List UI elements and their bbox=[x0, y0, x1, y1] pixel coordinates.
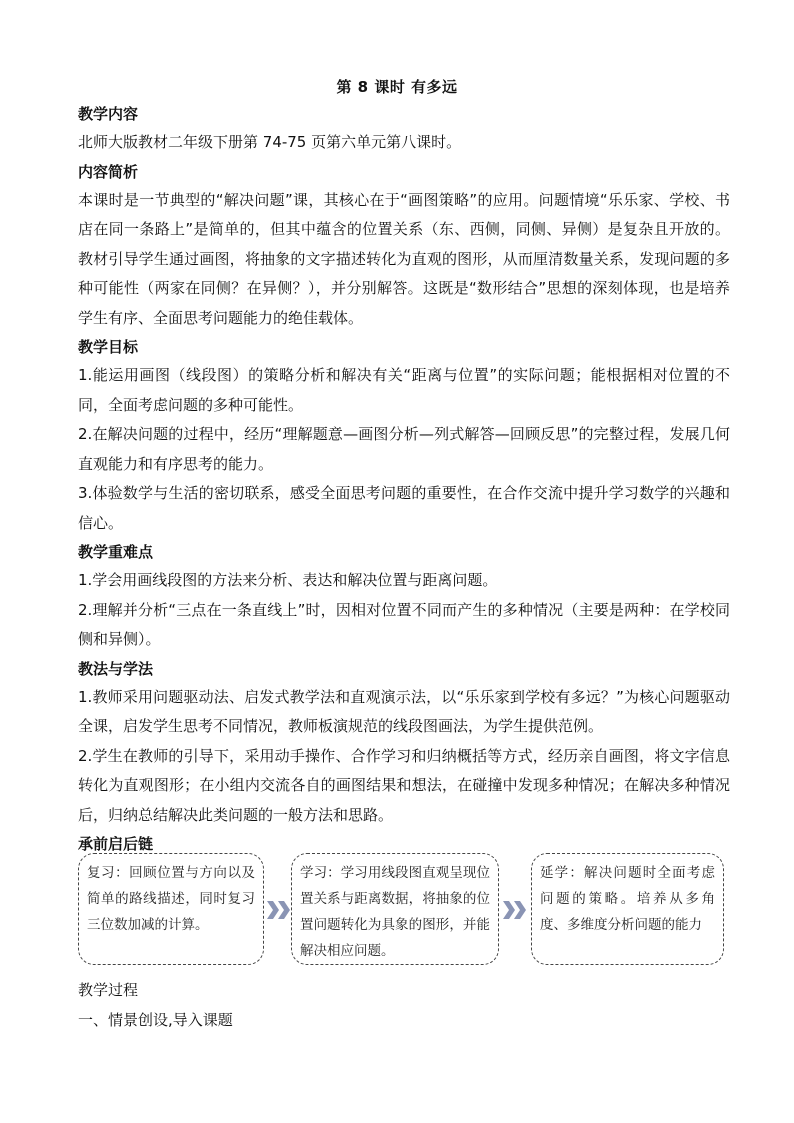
page-title: 第 8 课时 有多远 bbox=[336, 78, 458, 96]
goal-item-3: 3.体验数学与生活的密切联系，感受全面思考问题的重要性，在合作交流中提升学习数学的兴趣和信心。 bbox=[78, 484, 730, 532]
method-item-2: 2.学生在教师的引导下，采用动手操作、合作学习和归纳概括等方式，经历亲自画图，将文字信息转化为直观图形；在小组内交流各自的画图结果和想法，在碰撞中发现多种情况；在解决多种情况后，归纳总结解决此类问题的一般方法和思路。 bbox=[78, 746, 730, 824]
keypoint-item-1: 1.学会用画线段图的方法来分析、表达和解决位置与距离问题。 bbox=[78, 571, 498, 589]
double-chevron-right-icon bbox=[266, 899, 292, 921]
keypoint-item-2: 2.理解并分析“三点在一条直线上”时，因相对位置不同而产生的多种情况（主要是两种：在学校同侧和异侧）。 bbox=[78, 600, 730, 648]
section-heading-keypoints: 教学重难点 bbox=[78, 543, 154, 561]
section-heading-goals: 教学目标 bbox=[78, 338, 139, 356]
learning-chain-flow bbox=[78, 853, 724, 969]
goal-item-2: 2.在解决问题的过程中，经历“理解题意—画图分析—列式解答—回顾反思”的完整过程，发展几何直观能力和有序思考的能力。 bbox=[78, 425, 730, 473]
goal-item-1: 1.能运用画图（线段图）的策略分析和解决有关“距离与位置”的实际问题；能根据相对位置的不同，全面考虑问题的多种可能性。 bbox=[78, 366, 730, 414]
process-heading: 教学过程 bbox=[78, 981, 139, 999]
analysis-text: 本课时是一节典型的“解决问题”课，其核心在于“画图策略”的应用。问题情境“乐乐家、学校、书店在同一条路上”是简单的，但其中蕴含的位置关系（东、西侧，同侧、异侧）是复杂且开放的。教材引导学生通过画图，将抽象的文字描述转化为直观的图形，从而厘清数量关系，发现问题的多种可能性（两家在同侧？在异侧？），并分别解答。这既是“数形结合”思想的深刻体现，也是培养学生有序、全面思考问题能力的绝佳载体。 bbox=[78, 190, 730, 327]
process-step-1: 一、情景创设,导入课题 bbox=[78, 1011, 233, 1029]
learn-box: 学习：学习用线段图直观呈现位置关系与距离数据，将抽象的位置问题转化为具象的图形，并能解决相应问题。 bbox=[291, 853, 499, 965]
section-heading-content: 教学内容 bbox=[78, 105, 139, 123]
document-body bbox=[78, 100, 730, 858]
method-item-1: 1.教师采用问题驱动法、启发式教学法和直观演示法，以“乐乐家到学校有多远？”为核心问题驱动全课，启发学生思考不同情况，教师板演规范的线段图画法，为学生提供范例。 bbox=[78, 687, 730, 735]
section-heading-chain: 承前启后链 bbox=[78, 835, 154, 853]
process-section bbox=[78, 975, 730, 1035]
extend-box: 延学：解决问题时全面考虑问题的策略。培养从多角度、多维度分析问题的能力 bbox=[531, 853, 724, 965]
double-chevron-right-icon bbox=[502, 899, 528, 921]
content-text: 北师大版教材二年级下册第 74-75 页第六单元第八课时。 bbox=[78, 133, 462, 151]
section-heading-methods: 教法与学法 bbox=[78, 659, 154, 678]
review-box: 复习：回顾位置与方向以及简单的路线描述，同时复习三位数加减的计算。 bbox=[78, 853, 264, 965]
section-heading-analysis: 内容简析 bbox=[78, 162, 139, 181]
